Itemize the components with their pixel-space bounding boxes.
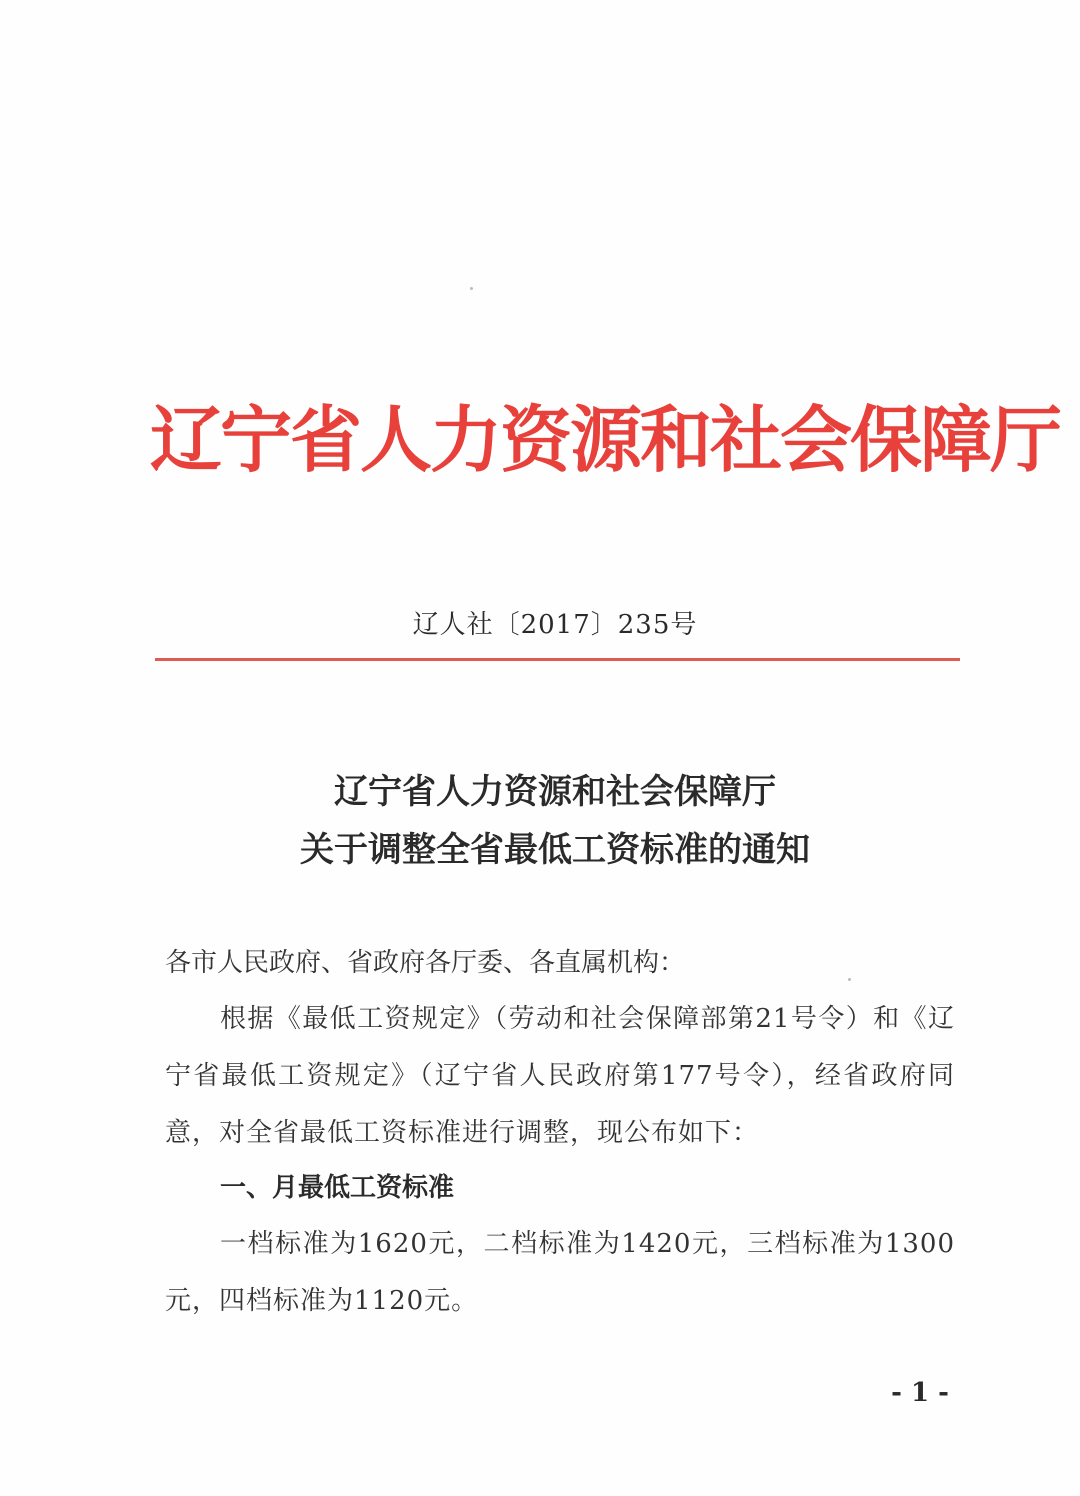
- paragraph-line: 意，对全省最低工资标准进行调整，现公布如下：: [165, 1118, 760, 1148]
- paragraph-line: 一档标准为1620元，二档标准为1420元，三档标准为1300: [220, 1229, 955, 1259]
- issuing-organization-header: 辽宁省人力资源和社会保障厅: [150, 398, 1061, 482]
- paragraph-line: 元，四档标准为1120元。: [165, 1286, 479, 1316]
- document-number: 辽人社〔2017〕235号: [412, 610, 698, 640]
- scan-speck: [470, 287, 473, 290]
- paragraph-line: 宁省最低工资规定》（辽宁省人民政府第177号令），经省政府同: [165, 1061, 955, 1091]
- salutation: 各市人民政府、省政府各厅委、各直属机构：: [165, 948, 686, 978]
- red-divider-line: [155, 658, 960, 661]
- notice-title-line-2: 关于调整全省最低工资标准的通知: [300, 830, 810, 870]
- scan-speck: [848, 978, 851, 981]
- section-heading: 一、月最低工资标准: [220, 1173, 455, 1203]
- page-number: - 1 -: [891, 1378, 949, 1408]
- paragraph-line: 根据《最低工资规定》（劳动和社会保障部第21号令）和《辽: [220, 1004, 955, 1034]
- notice-title-line-1: 辽宁省人力资源和社会保障厅: [334, 772, 776, 812]
